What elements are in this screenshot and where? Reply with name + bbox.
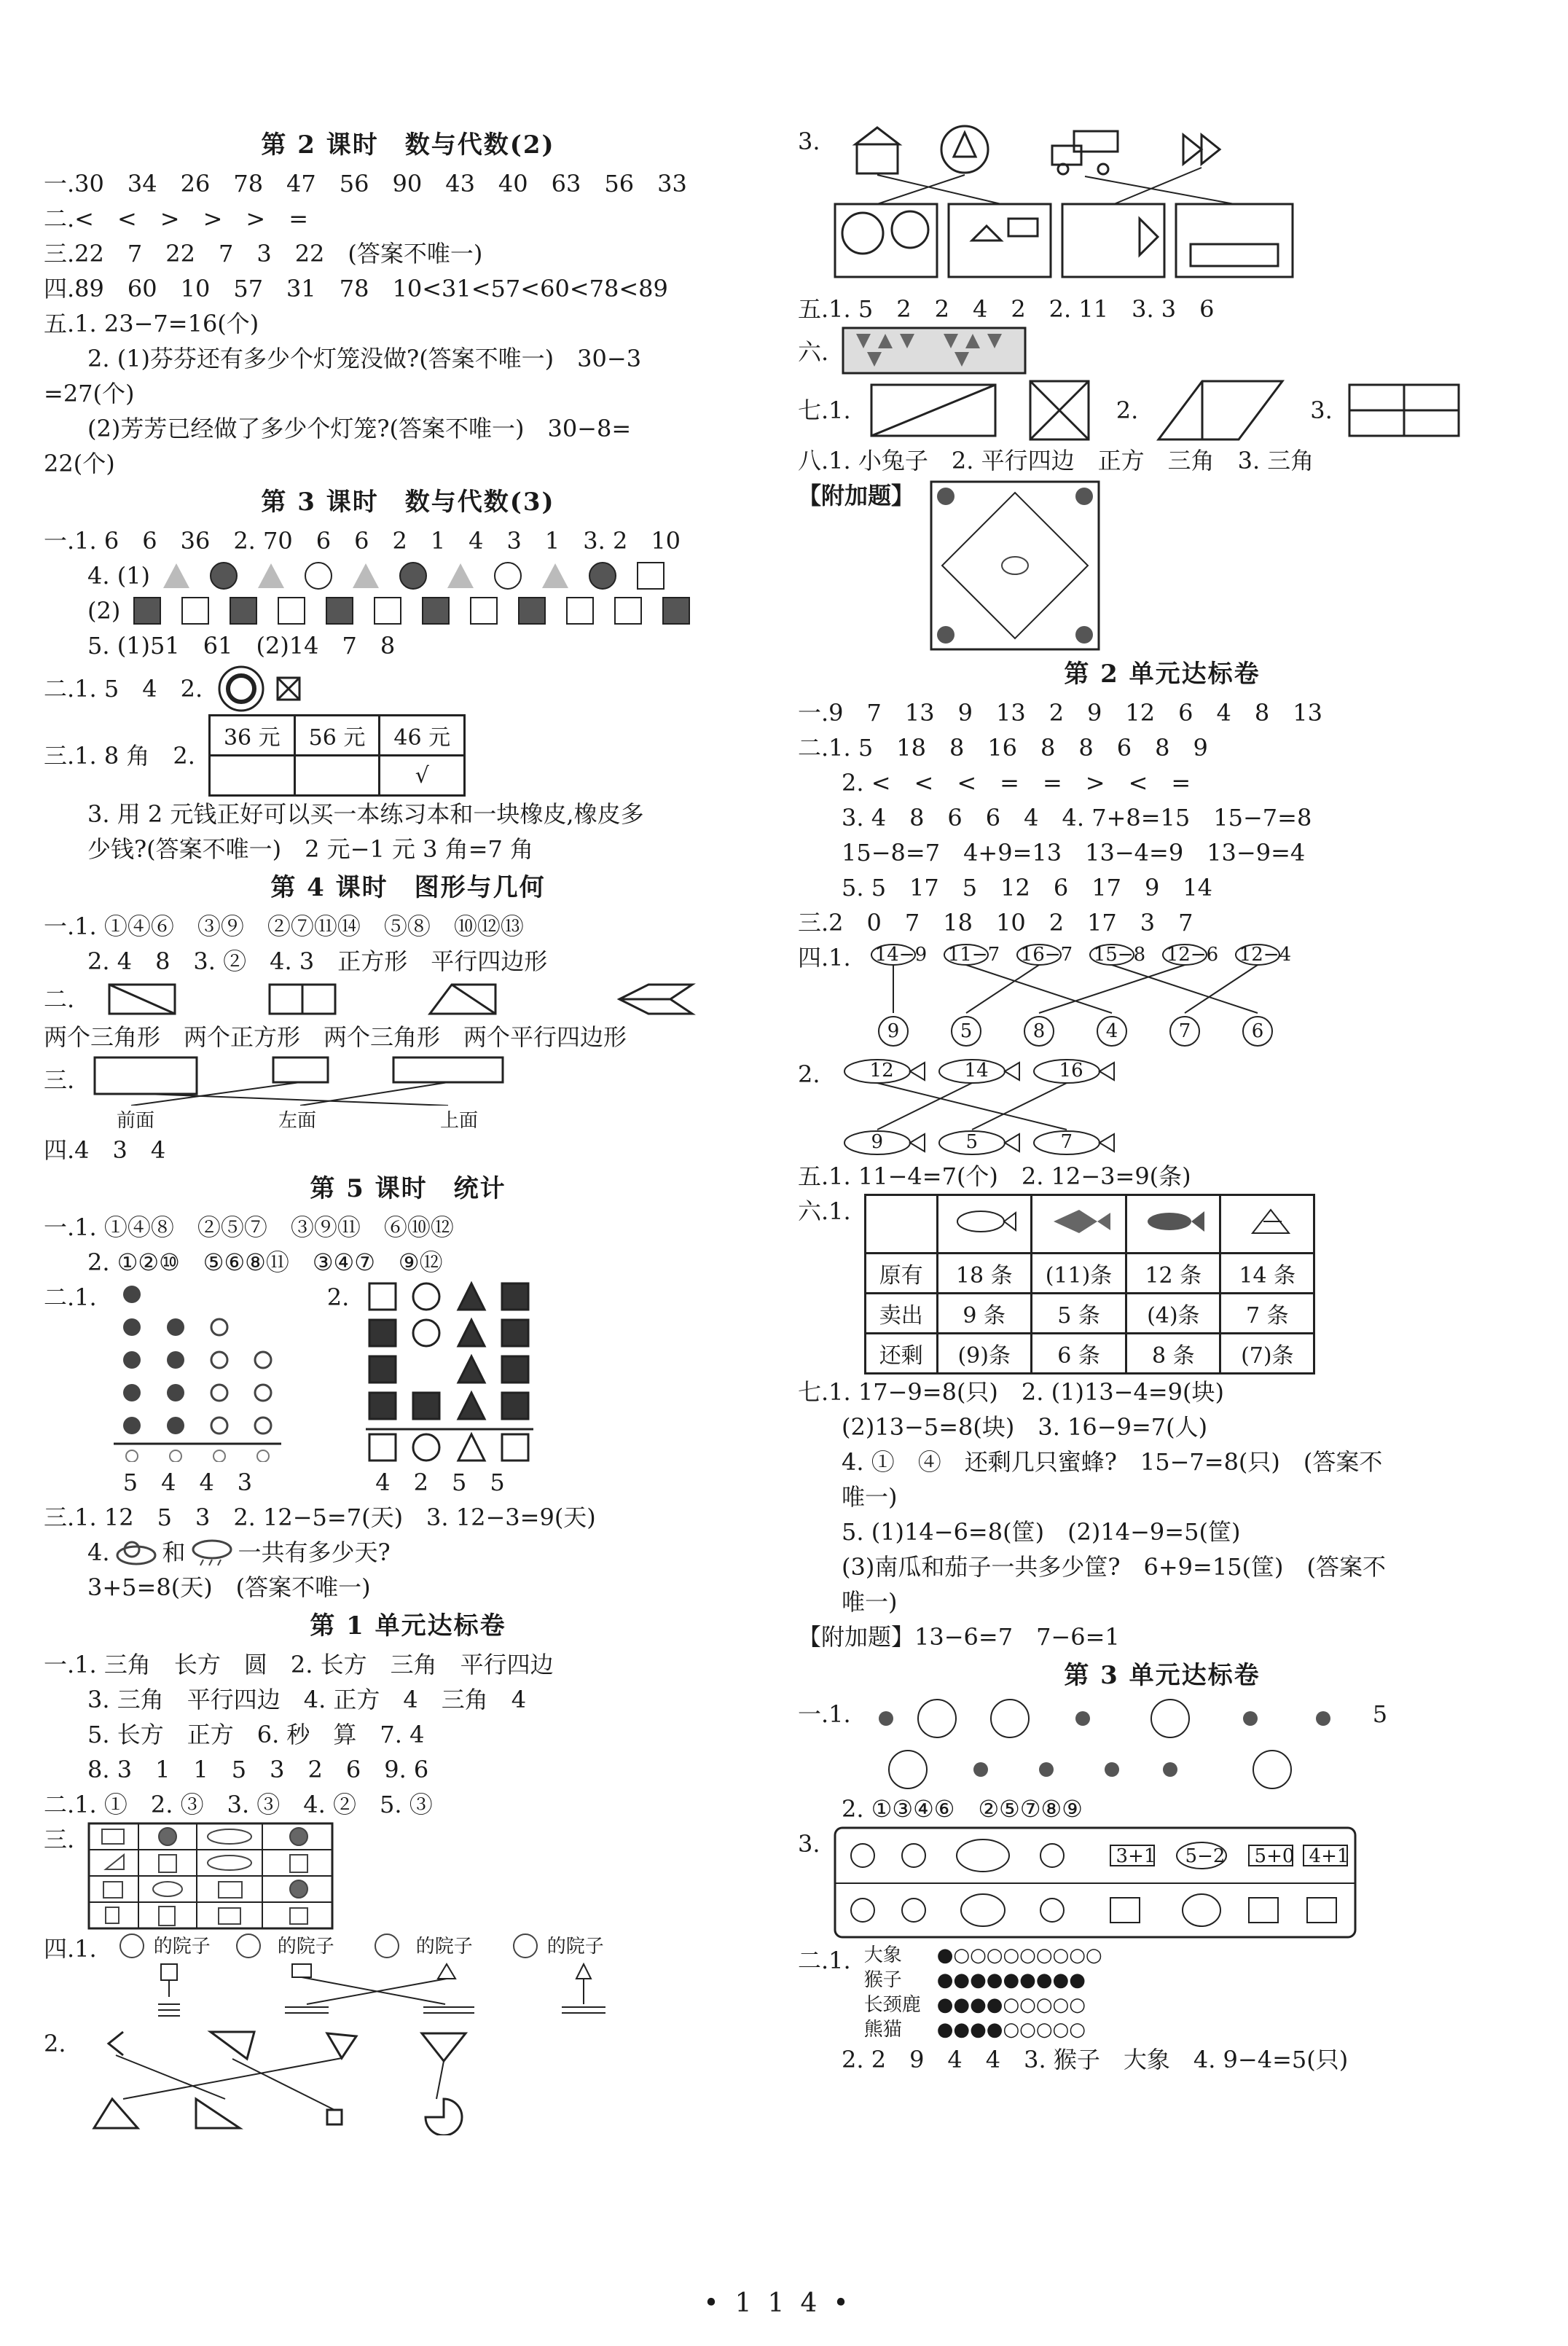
- flower-matching: [864, 940, 1330, 1057]
- yard-matching: [110, 1931, 620, 2026]
- answer-line: 3+5=8(天) (答案不唯一): [87, 1573, 371, 1601]
- answer-line: 少钱?(答案不唯一) 2 元−1 元 3 角=7 角: [87, 835, 534, 863]
- tally-dots: ●●●●○○○○○: [936, 2019, 1086, 2041]
- answer-label: 二.1. 5 4 2.: [44, 675, 203, 703]
- square-icon: [518, 597, 546, 625]
- fish-icon: [1126, 1195, 1220, 1254]
- answer-label: 三.: [44, 1066, 75, 1094]
- yard-label: 的院子: [277, 1936, 334, 1958]
- pattern-grid: [842, 327, 1031, 378]
- flower-number: 7: [1178, 1020, 1191, 1042]
- yard-label: 的院子: [153, 1936, 211, 1958]
- answer-row: [44, 1055, 772, 1106]
- ring-icon: [216, 663, 310, 714]
- answer-row: [798, 124, 1526, 292]
- answer-label: 二.1.: [44, 1283, 97, 1311]
- answer-label: 3.: [1310, 396, 1333, 424]
- shape-pattern-row: [44, 558, 772, 593]
- square-split-figure: [1023, 378, 1103, 443]
- answer-row: [798, 327, 1526, 378]
- table-cell: 56 元: [294, 716, 380, 756]
- answer-line: 五.1. 23−7=16(个): [44, 310, 259, 337]
- tally-row: [864, 2017, 1102, 2042]
- tally-row: [864, 1943, 1102, 1968]
- expression-card: 5+0: [1254, 1845, 1295, 1867]
- rain-cloud-icon: [190, 1538, 234, 1567]
- square-icon: [422, 597, 450, 625]
- solid-shapes-grid: [87, 1822, 335, 1931]
- answer-line: 5. 5 17 5 12 6 17 9 14: [842, 874, 1213, 902]
- answer-line: 五.1. 5 2 2 4 2 2. 11 3. 3 6: [798, 295, 1215, 323]
- table-cell: 5 条: [1031, 1294, 1126, 1334]
- tally-counts: 5 4 4 3: [122, 1469, 253, 1496]
- tally-row: [864, 1968, 1102, 1993]
- answer-line: 【附加题】13−6=7 7−6=1: [798, 1623, 1120, 1651]
- shape-pattern-row: [44, 593, 772, 628]
- answer-label: 2.: [798, 1060, 820, 1088]
- answer-line: 四.89 60 10 57 31 78 10<31<57<60<78<89: [44, 275, 668, 302]
- answer-line: 三.2 0 7 18 10 2 17 3 7: [798, 909, 1193, 937]
- expression-card: 3+1: [1116, 1845, 1156, 1867]
- page-mark: •: [833, 2288, 865, 2318]
- answer-line: 2. 4 8 3. ② 4. 3 正方形 平行四边形: [87, 947, 548, 975]
- circle-icon: [399, 562, 427, 590]
- answer-label: 七.1.: [798, 396, 851, 424]
- answer-line: 二.< < > > > =: [44, 205, 309, 232]
- fish-number: 16: [1059, 1060, 1083, 1082]
- answer-label: 四.1.: [798, 944, 851, 971]
- shape-tally: [362, 1280, 537, 1500]
- flower-number: 5: [960, 1020, 973, 1042]
- table-cell: 7 条: [1220, 1294, 1314, 1334]
- answer-line: 8. 3 1 1 5 3 2 6 9. 6: [87, 1756, 429, 1783]
- view-label: 左面: [278, 1110, 317, 1132]
- square-icon: [614, 597, 642, 625]
- answer-line: 七.1. 17−9=8(只) 2. (1)13−4=9(块): [798, 1378, 1224, 1406]
- answer-line: 5. 长方 正方 6. 秒 算 7. 4: [87, 1721, 425, 1748]
- answer-line: 3. 4 8 6 6 4 4. 7+8=15 15−7=8: [842, 804, 1312, 832]
- answer-line: 唯一): [842, 1483, 898, 1511]
- square-icon: [470, 597, 498, 625]
- answer-line: 两个三角形 两个正方形 两个三角形 两个平行四边形: [44, 1023, 627, 1051]
- table-cell: 46 元: [380, 716, 465, 756]
- check-mark: √: [380, 756, 465, 796]
- answer-line: 2. (1)芬芬还有多少个灯笼没做?(答案不唯一) 30−3: [87, 345, 642, 372]
- answer-value: 5: [1372, 1700, 1388, 1728]
- answer-label: (2): [87, 597, 121, 625]
- answer-label: 六.1.: [798, 1197, 851, 1225]
- lesson3-title: 第 3 课时 数与代数(3): [261, 488, 555, 517]
- answer-line: 一.1. 三角 长方 圆 2. 长方 三角 平行四边: [44, 1651, 554, 1678]
- expression-card: 4+1: [1309, 1845, 1349, 1867]
- fish-icon: [1031, 1195, 1126, 1254]
- tally-dots: ●○○○○○○○○○: [936, 1944, 1102, 1966]
- right-column: [798, 124, 1526, 2077]
- answer-line: 二.1. 5 18 8 16 8 8 6 8 9: [798, 734, 1208, 762]
- unit2-title: 第 2 单元达标卷: [1064, 660, 1261, 689]
- answer-row: [44, 714, 772, 797]
- answer-row: [798, 940, 1526, 1057]
- answer-line: 唯一): [842, 1588, 898, 1616]
- circle-icon: [210, 562, 238, 590]
- animal-tally: [864, 1943, 1102, 2042]
- square-icon: [662, 597, 690, 625]
- table-cell: [865, 1195, 937, 1254]
- answer-row: [44, 1931, 772, 2026]
- view-labels: [44, 1106, 772, 1133]
- answer-label: 和: [162, 1538, 186, 1566]
- answer-line: 一.1. ①④⑧ ②⑤⑦ ③⑨⑪ ⑥⑩⑫: [44, 1213, 454, 1241]
- shape-matching-figure: [79, 2026, 487, 2135]
- divided-shapes-figure: [87, 979, 714, 1020]
- rectangle-quarter-figure: [1346, 381, 1470, 439]
- square-icon: [278, 597, 305, 625]
- answer-row: [798, 1697, 1526, 1791]
- flower-tally-chart: [110, 1280, 285, 1462]
- expression-label: 15−8: [1093, 944, 1146, 966]
- table-cell: 14 条: [1220, 1254, 1314, 1294]
- rectangle-split-figure: [864, 381, 1010, 439]
- table-cell: [294, 756, 380, 796]
- answer-row: [44, 663, 772, 714]
- answer-line: 15−8=7 4+9=13 13−4=9 13−9=4: [842, 839, 1306, 867]
- answer-label: 2.: [44, 2030, 66, 2057]
- answer-line: 五.1. 11−4=7(个) 2. 12−3=9(条): [798, 1162, 1191, 1190]
- answer-label: 4. (1): [87, 562, 151, 590]
- answer-label: 3.: [798, 128, 820, 155]
- answer-line: 一.30 34 26 78 47 56 90 43 40 63 56 33: [44, 170, 687, 198]
- category-box-figure: [834, 1826, 1358, 1943]
- animal-label: 长颈鹿: [863, 1994, 921, 2016]
- answer-row: [798, 478, 1526, 653]
- square-icon: [637, 562, 665, 590]
- answer-label: 2.: [1116, 396, 1139, 424]
- answer-label: 六.: [798, 338, 829, 366]
- item-grouping-figure: [864, 1697, 1360, 1791]
- expression-label: 12−6: [1166, 944, 1219, 966]
- answer-row: [798, 1194, 1526, 1375]
- answer-label: 三.: [44, 1826, 75, 1853]
- flower-number: 9: [887, 1020, 900, 1042]
- answer-row: [798, 1943, 1526, 2042]
- square-icon: [181, 597, 209, 625]
- answer-line: 4. ① ④ 还剩几只蜜蜂? 15−7=8(只) (答案不: [842, 1448, 1383, 1476]
- animal-label: 大象: [863, 1944, 902, 1966]
- table-cell: (11)条: [1031, 1254, 1126, 1294]
- answer-line: 三.22 7 22 7 3 22 (答案不唯一): [44, 240, 483, 267]
- statistics-figures: [44, 1280, 772, 1500]
- answer-line: (2)13−5=8(块) 3. 16−9=7(人): [842, 1413, 1208, 1441]
- answer-line: 5. (1)51 61 (2)14 7 8: [87, 632, 396, 660]
- table-cell: 18 条: [937, 1254, 1031, 1294]
- answer-row: [44, 1822, 772, 1931]
- square-icon: [230, 597, 257, 625]
- circle-icon: [305, 562, 332, 590]
- page-number: [0, 2288, 1568, 2318]
- page-number-text: 114: [734, 2288, 834, 2318]
- flower-number: 4: [1105, 1020, 1118, 1042]
- fish-icon: [937, 1195, 1031, 1254]
- flower-tally: [110, 1280, 285, 1500]
- answer-line: 22(个): [44, 450, 115, 477]
- table-cell: 6 条: [1031, 1334, 1126, 1374]
- table-cell: 36 元: [209, 716, 294, 756]
- view-label: 前面: [117, 1110, 155, 1132]
- table-cell: (7)条: [1220, 1334, 1314, 1374]
- expression-label: 11−7: [947, 944, 1000, 966]
- fish-matching: [834, 1057, 1140, 1159]
- category-box-lines: [834, 1826, 1358, 1943]
- answer-label: 一.1.: [798, 1700, 851, 1728]
- lesson2-title: 第 2 课时 数与代数(2): [261, 130, 555, 160]
- triangle-icon: [542, 563, 568, 588]
- yard-label: 的院子: [415, 1936, 473, 1958]
- answer-line: 5. (1)14−6=8(筐) (2)14−9=5(筐): [842, 1518, 1241, 1546]
- lesson4-title: 第 4 课时 图形与几何: [270, 873, 546, 902]
- animal-label: 猴子: [863, 1969, 902, 1991]
- tally-counts: 4 2 5 5: [375, 1469, 505, 1496]
- view-matching-figure: [87, 1055, 525, 1106]
- fish-number: 5: [965, 1131, 979, 1153]
- lesson5-title: 第 5 课时 统计: [310, 1174, 506, 1203]
- animal-label: 熊猫: [863, 2019, 902, 2041]
- answer-line: 2. 2 9 4 4 3. 猴子 大象 4. 9−4=5(只): [842, 2046, 1349, 2073]
- table-cell: 8 条: [1126, 1334, 1220, 1374]
- expression-label: 14−9: [874, 944, 928, 966]
- fish-number: 14: [964, 1060, 989, 1082]
- table-cell: [209, 756, 294, 796]
- answer-label: 一共有多少天?: [238, 1538, 391, 1566]
- answer-line: 四.4 3 4: [44, 1136, 166, 1164]
- square-icon: [326, 597, 353, 625]
- answer-label: 四.1.: [44, 1935, 97, 1963]
- parallelogram-split-figure: [1151, 378, 1297, 443]
- answer-line: =27(个): [44, 380, 135, 407]
- answer-label: 二.1.: [798, 1947, 851, 1974]
- answer-line: 3. 三角 平行四边 4. 正方 4 三角 4: [87, 1686, 527, 1713]
- flower-number: 8: [1032, 1020, 1046, 1042]
- answer-label: 2.: [326, 1283, 350, 1311]
- answer-row: [798, 1826, 1526, 1943]
- flower-number: 6: [1251, 1020, 1264, 1042]
- fish-icon: [1220, 1195, 1314, 1254]
- answer-line: 2. < < < = = > < =: [842, 769, 1191, 797]
- expression-card: 5−2: [1185, 1845, 1226, 1867]
- unit1-title: 第 1 单元达标卷: [310, 1611, 506, 1641]
- answer-row: [44, 2026, 772, 2135]
- answer-row: [44, 1535, 772, 1570]
- yard-matching-lines: [110, 1931, 620, 2026]
- bonus-label: 【附加题】: [798, 482, 915, 509]
- price-table: [208, 714, 466, 797]
- answer-row: [798, 1057, 1526, 1159]
- triangle-icon: [447, 563, 474, 588]
- expression-label: 16−7: [1020, 944, 1073, 966]
- triangle-icon: [258, 563, 284, 588]
- answer-label: 三.1. 8 角 2.: [44, 741, 195, 770]
- fish-number: 9: [871, 1131, 884, 1153]
- table-cell: (4)条: [1126, 1294, 1220, 1334]
- fish-number: 7: [1060, 1131, 1073, 1153]
- square-icon: [566, 597, 594, 625]
- page-mark: •: [703, 2288, 735, 2318]
- answer-row: [798, 378, 1526, 443]
- answer-line: 二.1. ① 2. ③ 3. ③ 4. ② 5. ③: [44, 1791, 433, 1818]
- answer-line: (2)芳芳已经做了多少个灯笼?(答案不唯一) 30−8=: [87, 415, 632, 442]
- table-cell: 原有: [865, 1254, 937, 1294]
- answer-label: 3.: [798, 1830, 820, 1858]
- picture-matching-figure: [834, 124, 1300, 284]
- fish-sales-table: [864, 1194, 1316, 1375]
- shape-tally-chart: [362, 1280, 537, 1462]
- answer-label: 4.: [87, 1538, 110, 1566]
- tally-dots: ●●●●○○○○○: [936, 1994, 1086, 2016]
- answer-line: 八.1. 小兔子 2. 平行四边 正方 三角 3. 三角: [798, 447, 1314, 474]
- left-column: [44, 124, 772, 2135]
- answer-line: 一.9 7 13 9 13 2 9 12 6 4 8 13: [798, 699, 1322, 727]
- answer-line: 三.1. 12 5 3 2. 12−5=7(天) 3. 12−3=9(天): [44, 1504, 596, 1531]
- answer-line: 一.1. ①④⑥ ③⑨ ②⑦⑪⑭ ⑤⑧ ⑩⑫⑬: [44, 912, 524, 940]
- triangle-icon: [353, 563, 379, 588]
- fish-number: 12: [869, 1060, 894, 1082]
- table-cell: (9)条: [937, 1334, 1031, 1374]
- yard-label: 的院子: [546, 1936, 604, 1958]
- circle-icon: [494, 562, 522, 590]
- table-cell: 卖出: [865, 1294, 937, 1334]
- triangle-icon: [163, 563, 189, 588]
- answer-line: 3. 用 2 元钱正好可以买一本练习本和一块橡皮,橡皮多: [87, 800, 644, 828]
- pond-figure: [928, 478, 1102, 653]
- square-icon: [133, 597, 161, 625]
- answer-line: (3)南瓜和茄子一共多少筐? 6+9=15(筐) (答案不: [842, 1553, 1387, 1581]
- square-icon: [374, 597, 401, 625]
- table-cell: 还剩: [865, 1334, 937, 1374]
- answer-line: 2. ①②⑩ ⑤⑥⑧⑪ ③④⑦ ⑨⑫: [87, 1248, 443, 1276]
- answer-line: 一.1. 6 6 36 2. 70 6 6 2 1 4 3 1 3. 2 10: [44, 527, 681, 555]
- cloud-icon: [114, 1539, 158, 1565]
- table-cell: 9 条: [937, 1294, 1031, 1334]
- view-label: 上面: [440, 1110, 479, 1132]
- tally-dots: ●●●●●●●●●: [936, 1969, 1086, 1991]
- tally-row: [864, 1993, 1102, 2017]
- table-cell: 12 条: [1126, 1254, 1220, 1294]
- answer-row: [44, 979, 772, 1020]
- answer-label: 二.: [44, 985, 75, 1013]
- expression-label: 12−4: [1239, 944, 1292, 966]
- answer-line: 2. ①③④⑥ ②⑤⑦⑧⑨: [842, 1795, 1083, 1823]
- circle-icon: [589, 562, 616, 590]
- unit3-title: 第 3 单元达标卷: [1064, 1661, 1261, 1690]
